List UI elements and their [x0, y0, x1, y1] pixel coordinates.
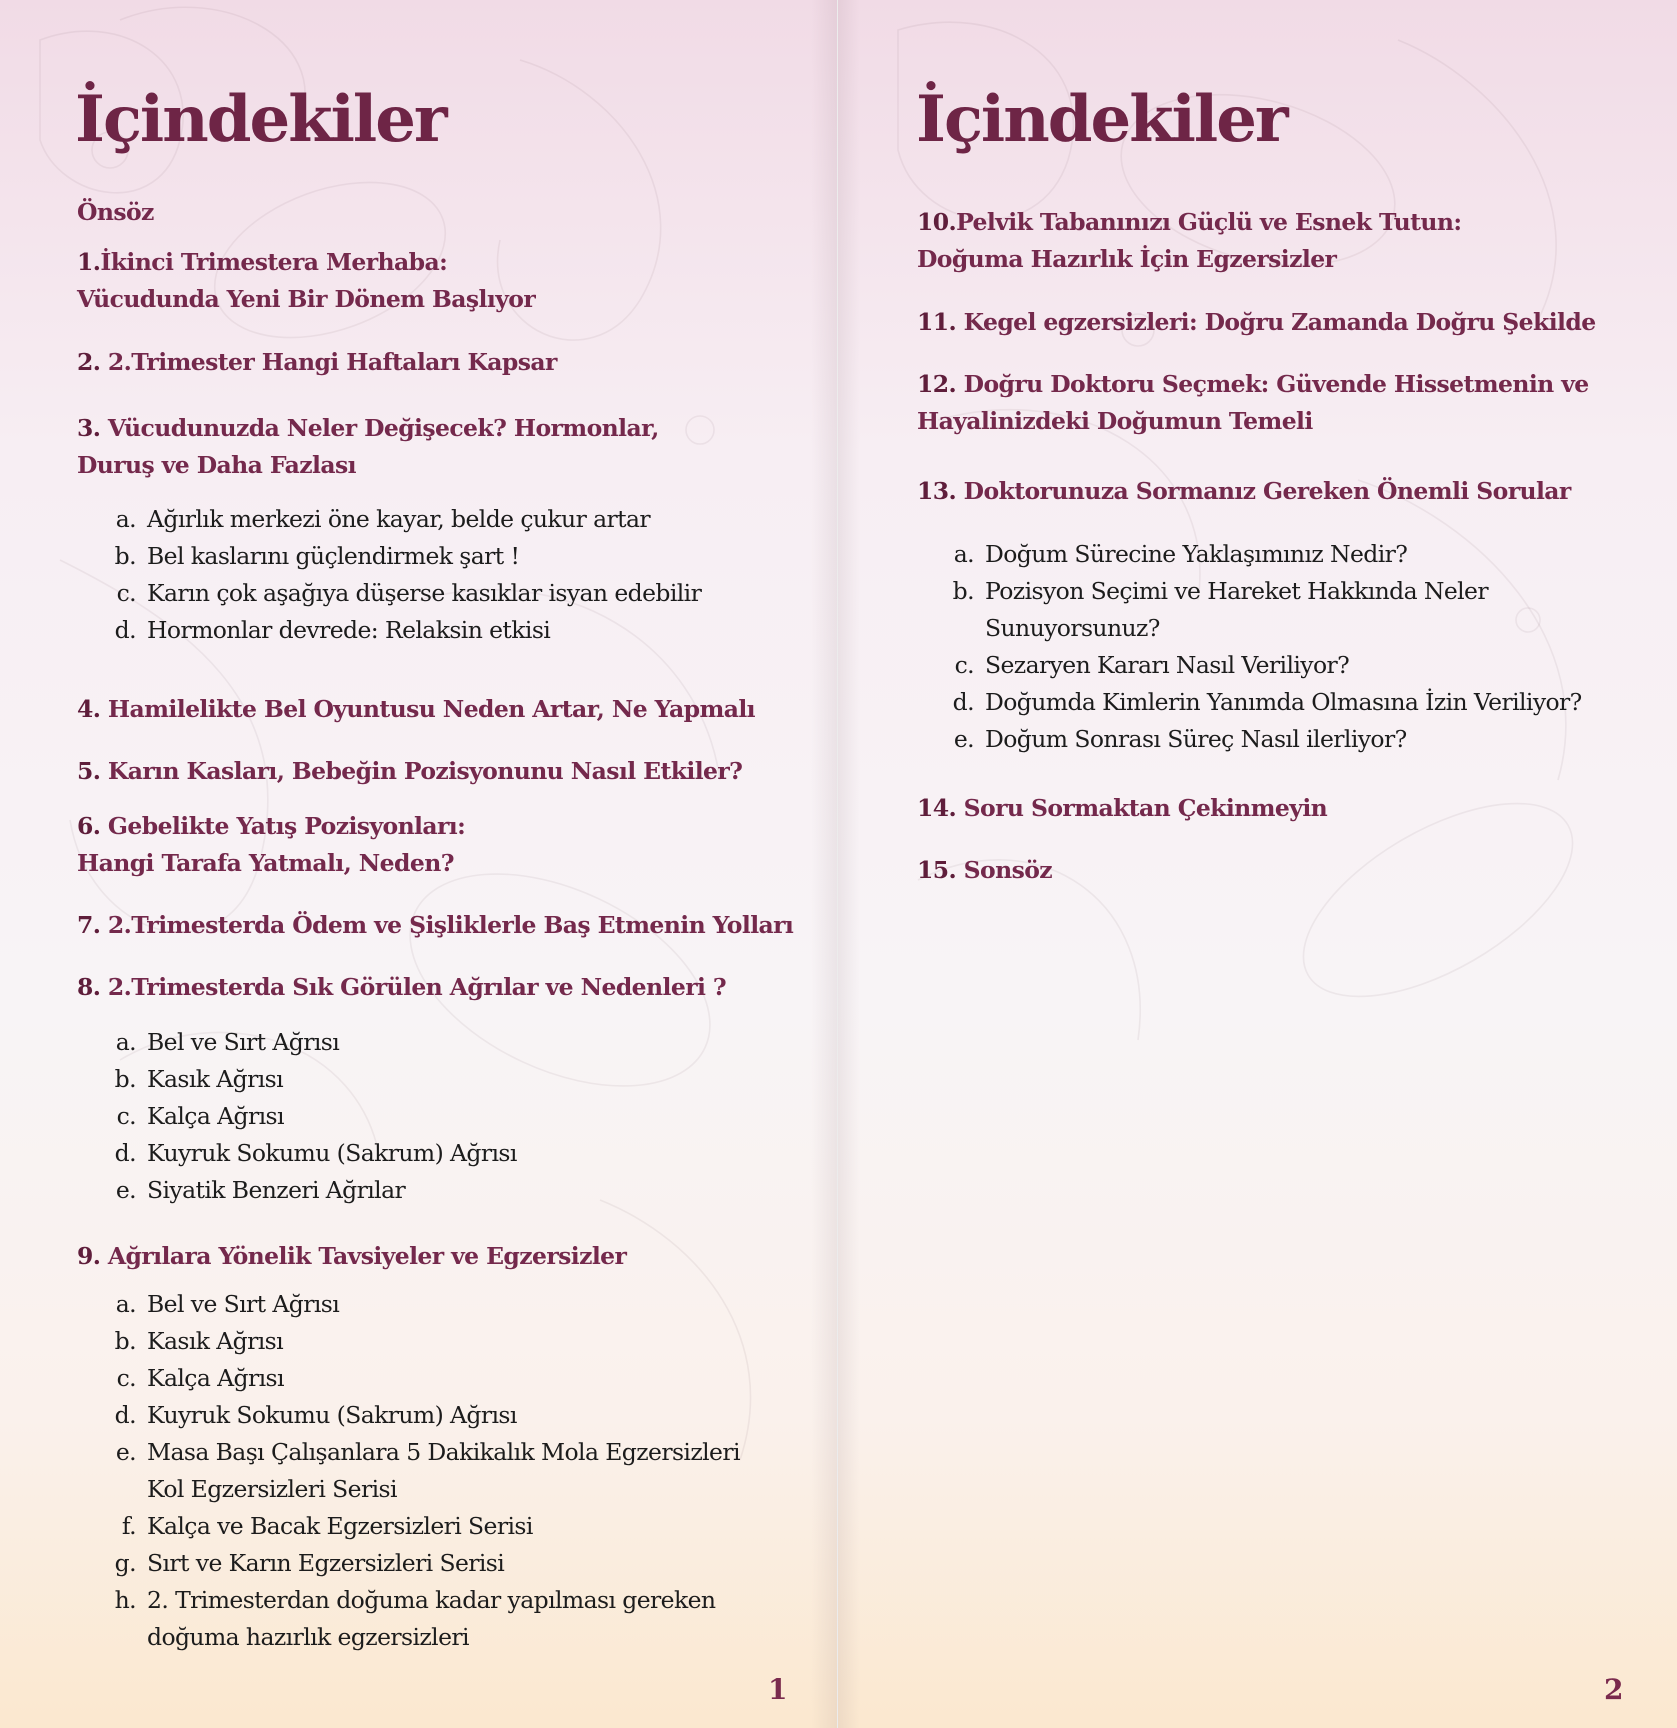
toc-entry-number: 7.	[77, 911, 101, 939]
toc-entry-title: Sonsöz	[956, 856, 1053, 884]
list-marker: e.	[953, 725, 974, 753]
toc-entry-title-continued: Doğuma Hazırlık İçin Egzersizler	[917, 245, 1337, 273]
toc-page-1	[0, 0, 837, 1728]
toc-subitem-text: Bel ve Sırt Ağrısı	[147, 1290, 340, 1318]
toc-entry-title: Ağrılara Yönelik Tavsiyeler ve Egzersizler	[100, 1242, 627, 1270]
toc-entry-3[interactable]	[77, 410, 659, 484]
toc-subitem-text-continued: doğuma hazırlık egzersizleri	[147, 1623, 469, 1651]
list-marker: a.	[115, 505, 136, 533]
toc-entry-8[interactable]	[77, 969, 726, 1006]
toc-subitem[interactable]	[112, 1545, 740, 1582]
list-marker: c.	[954, 651, 974, 679]
list-marker: b.	[952, 577, 974, 605]
toc-page-2	[838, 0, 1677, 1728]
toc-subitem-text-continued: Kol Egzersizleri Serisi	[147, 1475, 397, 1503]
toc-subitem[interactable]	[112, 1286, 740, 1323]
toc-subitem-text: Kalça Ağrısı	[147, 1102, 284, 1130]
toc-entry-number: 15.	[917, 856, 957, 884]
toc-subitems-8	[112, 1024, 517, 1209]
toc-entry-14[interactable]	[917, 790, 1327, 827]
list-marker: c.	[116, 1364, 136, 1392]
toc-subitem-text: 2. Trimesterdan doğuma kadar yapılması gereken	[147, 1586, 716, 1614]
toc-subitem-text: Kalça Ağrısı	[147, 1364, 284, 1392]
toc-entry-number: 13.	[917, 477, 957, 505]
list-marker: b.	[114, 1327, 136, 1355]
toc-entry-title-continued: Duruş ve Daha Fazlası	[77, 451, 356, 479]
toc-subitem-text: Siyatik Benzeri Ağrılar	[147, 1176, 406, 1204]
toc-entry-13[interactable]	[917, 473, 1571, 510]
toc-entry-title: İkinci Trimestera Merhaba:	[100, 248, 448, 276]
toc-entry-title: Soru Sormaktan Çekinmeyin	[956, 794, 1328, 822]
toc-entry-title-continued: Hayalinizdeki Doğumun Temeli	[917, 407, 1313, 435]
toc-subitem-text: Kuyruk Sokumu (Sakrum) Ağrısı	[147, 1139, 517, 1167]
page-title: İçindekiler	[75, 82, 446, 157]
toc-subitem-text: Ağırlık merkezi öne kayar, belde çukur artar	[147, 505, 651, 533]
list-marker: e.	[115, 1176, 136, 1204]
list-marker: h.	[114, 1586, 136, 1614]
toc-entry-title: Vücudunuzda Neler Değişecek? Hormonlar,	[100, 414, 659, 442]
toc-subitem[interactable]	[112, 1061, 517, 1098]
toc-entry-5[interactable]	[77, 753, 742, 790]
list-marker: d.	[114, 1139, 136, 1167]
toc-entry-title-continued: Hangi Tarafa Yatmalı, Neden?	[77, 849, 454, 877]
toc-entry-number: 11.	[917, 308, 957, 336]
toc-entry-10[interactable]	[917, 204, 1461, 278]
toc-subitem-text: Kuyruk Sokumu (Sakrum) Ağrısı	[147, 1401, 517, 1429]
toc-subitem[interactable]	[112, 501, 701, 538]
toc-entry-title: Önsöz	[77, 198, 154, 226]
toc-subitem-text: Pozisyon Seçimi ve Hareket Hakkında Neler	[985, 577, 1488, 605]
toc-subitem[interactable]	[950, 647, 1582, 684]
toc-entry-foreword[interactable]	[77, 194, 154, 231]
list-marker: a.	[953, 540, 974, 568]
list-marker: d.	[952, 688, 974, 716]
toc-entry-15[interactable]	[917, 852, 1052, 889]
toc-subitem[interactable]	[112, 1172, 517, 1209]
page-number: 2	[1604, 1673, 1624, 1706]
toc-subitem[interactable]	[112, 1582, 740, 1656]
toc-subitem[interactable]	[112, 1397, 740, 1434]
toc-subitems-13	[950, 536, 1582, 758]
toc-entry-9[interactable]	[77, 1238, 626, 1275]
toc-subitems-3	[112, 501, 701, 649]
toc-subitem-text: Sırt ve Karın Egzersizleri Serisi	[147, 1549, 505, 1577]
toc-subitem-text: Kalça ve Bacak Egzersizleri Serisi	[147, 1512, 533, 1540]
toc-entry-title: 2.Trimester Hangi Haftaları Kapsar	[100, 348, 557, 376]
toc-entry-number: 10.	[917, 208, 957, 236]
toc-entry-title: Kegel egzersizleri: Doğru Zamanda Doğru Şekilde	[956, 308, 1596, 336]
toc-entry-title: Gebelikte Yatış Pozisyonları:	[100, 812, 466, 840]
toc-entry-title: Karın Kasları, Bebeğin Pozisyonunu Nasıl Etkiler?	[100, 757, 743, 785]
toc-entry-number: 9.	[77, 1242, 101, 1270]
toc-subitem[interactable]	[112, 1360, 740, 1397]
list-marker: c.	[116, 1102, 136, 1130]
list-marker: e.	[115, 1438, 136, 1466]
toc-subitem[interactable]	[112, 1323, 740, 1360]
toc-subitem[interactable]	[950, 536, 1582, 573]
list-marker: b.	[114, 1065, 136, 1093]
toc-subitem-text: Hormonlar devrede: Relaksin etkisi	[147, 616, 551, 644]
toc-subitem[interactable]	[112, 1508, 740, 1545]
toc-entry-number: 14.	[917, 794, 957, 822]
page-title: İçindekiler	[916, 82, 1287, 157]
toc-entry-number: 8.	[77, 973, 101, 1001]
list-marker: a.	[115, 1290, 136, 1318]
toc-entry-number: 3.	[77, 414, 101, 442]
toc-entry-title: Doktorunuza Sormanız Gereken Önemli Sorular	[956, 477, 1571, 505]
toc-subitem[interactable]	[112, 1098, 517, 1135]
toc-subitem-text: Doğum Sonrası Süreç Nasıl ilerliyor?	[985, 725, 1407, 753]
toc-subitem-text: Bel kaslarını güçlendirmek şart !	[147, 542, 520, 570]
toc-entry-title-continued: Vücudunda Yeni Bir Dönem Başlıyor	[77, 285, 536, 313]
toc-entry-title: 2.Trimesterda Sık Görülen Ağrılar ve Nedenleri ?	[100, 973, 727, 1001]
toc-subitem[interactable]	[112, 575, 701, 612]
toc-entry-number: 12.	[917, 370, 957, 398]
toc-subitem-text: Kasık Ağrısı	[147, 1065, 283, 1093]
toc-subitem-text: Sezaryen Kararı Nasıl Veriliyor?	[985, 651, 1350, 679]
toc-subitem[interactable]	[112, 1434, 740, 1508]
toc-subitem[interactable]	[950, 684, 1582, 721]
toc-entry-title: 2.Trimesterda Ödem ve Şişliklerle Baş Etmenin Yolları	[100, 911, 794, 939]
list-marker: a.	[115, 1028, 136, 1056]
toc-entry-number: 5.	[77, 757, 101, 785]
toc-entry-7[interactable]	[77, 907, 793, 944]
list-marker: c.	[116, 579, 136, 607]
toc-subitem[interactable]	[950, 573, 1582, 647]
toc-subitem-text: Doğumda Kimlerin Yanımda Olmasına İzin Veriliyor?	[985, 688, 1582, 716]
toc-entry-12[interactable]	[917, 366, 1589, 440]
toc-subitem[interactable]	[112, 612, 701, 649]
toc-entry-1[interactable]	[77, 244, 535, 318]
list-marker: d.	[114, 1401, 136, 1429]
list-marker: f.	[121, 1512, 136, 1540]
toc-entry-number: 2.	[77, 348, 101, 376]
list-marker: b.	[114, 542, 136, 570]
toc-subitems-9	[112, 1286, 740, 1656]
toc-subitem[interactable]	[112, 1135, 517, 1172]
toc-subitem[interactable]	[112, 538, 701, 575]
toc-entry-6[interactable]	[77, 808, 465, 882]
toc-entry-number: 6.	[77, 812, 101, 840]
toc-entry-title: Hamilelikte Bel Oyuntusu Neden Artar, Ne Yapmalı	[100, 695, 755, 723]
toc-subitem[interactable]	[112, 1024, 517, 1061]
toc-subitem-text: Doğum Sürecine Yaklaşımınız Nedir?	[985, 540, 1408, 568]
list-marker: g.	[114, 1549, 136, 1577]
toc-entry-number: 1.	[77, 248, 101, 276]
toc-entry-title: Pelvik Tabanınızı Güçlü ve Esnek Tutun:	[956, 208, 1462, 236]
toc-subitem-text: Kasık Ağrısı	[147, 1327, 283, 1355]
list-marker: d.	[114, 616, 136, 644]
page-number: 1	[768, 1673, 788, 1706]
toc-entry-title: Doğru Doktoru Seçmek: Güvende Hissetmenin ve	[956, 370, 1589, 398]
toc-subitem-text: Karın çok aşağıya düşerse kasıklar isyan edebilir	[147, 579, 702, 607]
toc-entry-number: 4.	[77, 695, 101, 723]
toc-subitem-text: Bel ve Sırt Ağrısı	[147, 1028, 340, 1056]
toc-subitem-text: Masa Başı Çalışanlara 5 Dakikalık Mola Egzersizleri	[147, 1438, 740, 1466]
toc-subitem-text-continued: Sunuyorsunuz?	[985, 614, 1160, 642]
toc-entry-2[interactable]	[77, 344, 557, 381]
toc-entry-4[interactable]	[77, 691, 755, 728]
toc-entry-11[interactable]	[917, 304, 1596, 341]
toc-subitem[interactable]	[950, 721, 1582, 758]
